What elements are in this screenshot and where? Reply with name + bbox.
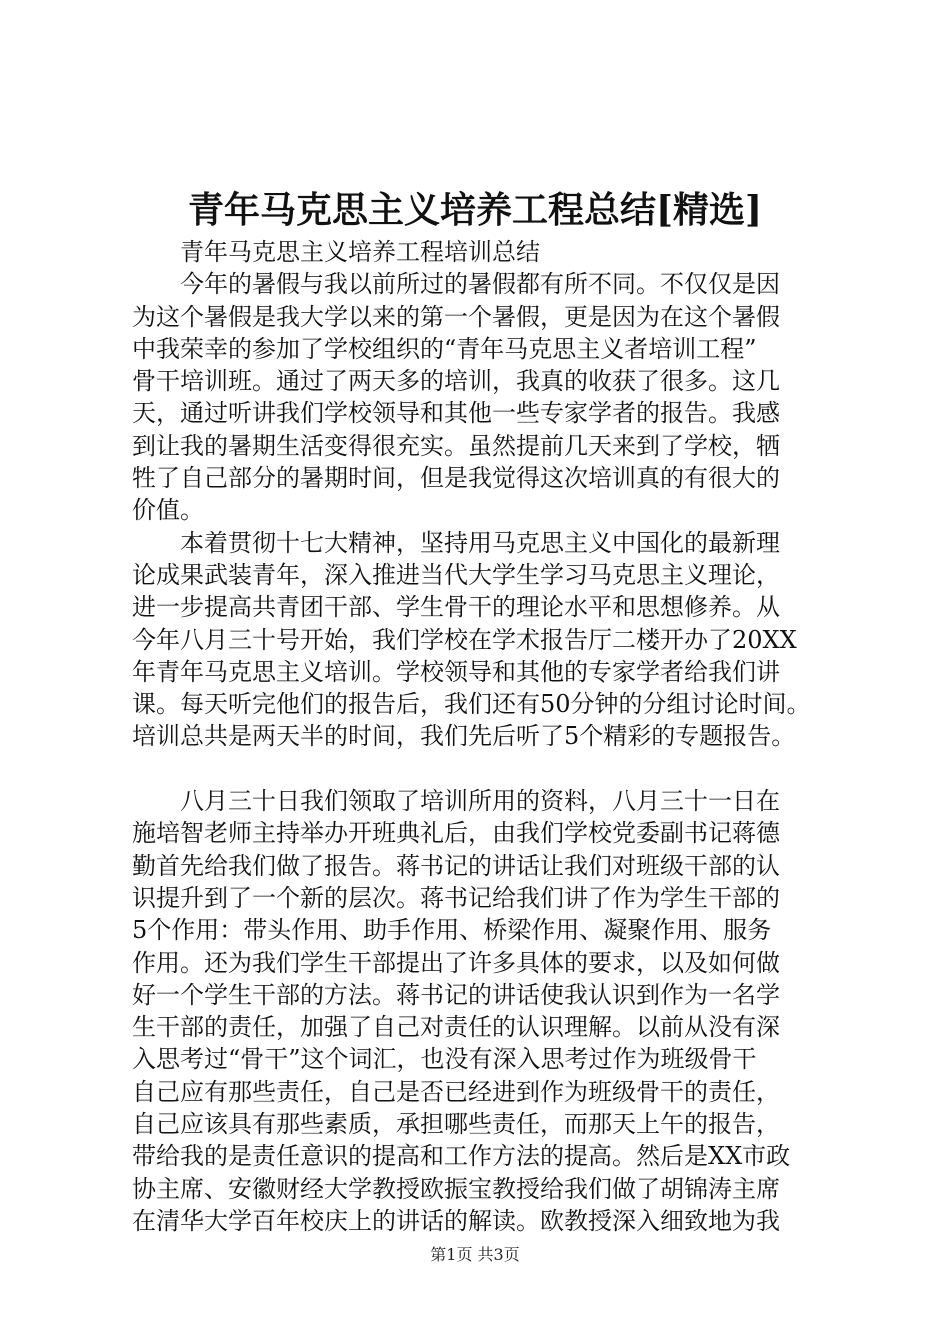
text-line: 论成果武装青年，深入推进当代大学生学习马克思主义理论，: [132, 560, 780, 589]
text-line: 好一个学生干部的方法。蒋书记的讲话使我认识到作为一名学: [132, 980, 780, 1009]
text-line: 今年八月三十号开始，我们学校在学术报告厅二楼开办了20XX: [132, 625, 797, 654]
text-line: 进一步提高共青团干部、学生骨干的理论水平和思想修养。从: [132, 593, 780, 622]
paragraph-1: [132, 268, 832, 526]
document-title: 青年马克思主义培养工程总结[精选]: [187, 189, 763, 231]
text-line: 施培智老师主持举办开班典礼后，由我们学校党委副书记蒋德: [132, 819, 780, 848]
text-line: 自己应该具有那些素质，承担哪些责任，而那天上午的报告，: [132, 1110, 780, 1139]
text-line: 本着贯彻十七大精神，坚持用马克思主义中国化的最新理: [180, 528, 780, 557]
page-number-footer: 第1页 共3页: [430, 1245, 520, 1264]
text-line: 自己应有那些责任，自己是否已经进到作为班级骨干的责任，: [132, 1077, 780, 1106]
text-line: 5个作用：带头作用、助手作用、桥梁作用、凝聚作用、服务: [132, 916, 772, 945]
text-line: 勤首先给我们做了报告。蒋书记的讲话让我们对班级干部的认: [132, 851, 780, 880]
text-line: 在清华大学百年校庆上的讲话的解读。欧教授深入细致地为我: [132, 1206, 780, 1235]
document-body: [132, 236, 832, 1237]
text-line: 培训总共是两天半的时间，我们先后听了5个精彩的专题报告。: [132, 722, 796, 751]
subtitle-line: 青年马克思主义培养工程培训总结: [180, 238, 540, 266]
paragraph-2: [132, 527, 832, 753]
text-line: 入思考过“骨干”这个词汇，也没有深入思考过作为班级骨干: [132, 1045, 757, 1074]
paragraph-3: [132, 785, 832, 1237]
text-line: 带给我的是责任意识的提高和工作方法的提高。然后是XX市政: [132, 1142, 791, 1171]
text-line: 牲了自己部分的暑期时间，但是我觉得这次培训真的有很大的: [132, 464, 780, 493]
text-line: 价值。: [132, 496, 204, 525]
text-line: 到让我的暑期生活变得很充实。虽然提前几天来到了学校，牺: [132, 431, 780, 460]
text-line: 年青年马克思主义培训。学校领导和其他的专家学者给我们讲: [132, 657, 780, 686]
text-line: 为这个暑假是我大学以来的第一个暑假，更是因为在这个暑假: [132, 302, 780, 331]
text-line: 中我荣幸的参加了学校组织的“青年马克思主义者培训工程”: [132, 334, 757, 363]
text-line: 协主席、安徽财经大学教授欧振宝教授给我们做了胡锦涛主席: [132, 1174, 780, 1203]
text-line: 骨干培训班。通过了两天多的培训，我真的收获了很多。这几: [132, 367, 780, 396]
text-line: 作用。还为我们学生干部提出了许多具体的要求，以及如何做: [132, 948, 780, 977]
text-line: 八月三十日我们领取了培训所用的资料，八月三十一日在: [180, 787, 780, 816]
text-line: 生干部的责任，加强了自己对责任的认识理解。以前从没有深: [132, 1013, 780, 1042]
text-line: 课。每天听完他们的报告后，我们还有50分钟的分组讨论时间。: [132, 690, 811, 719]
blank-line: [132, 753, 832, 785]
text-line: 天，通过听讲我们学校领导和其他一些专家学者的报告。我感: [132, 399, 780, 428]
text-line: 今年的暑假与我以前所过的暑假都有所不同。不仅仅是因: [180, 270, 780, 299]
text-line: 识提升到了一个新的层次。蒋书记给我们讲了作为学生干部的: [132, 883, 780, 912]
